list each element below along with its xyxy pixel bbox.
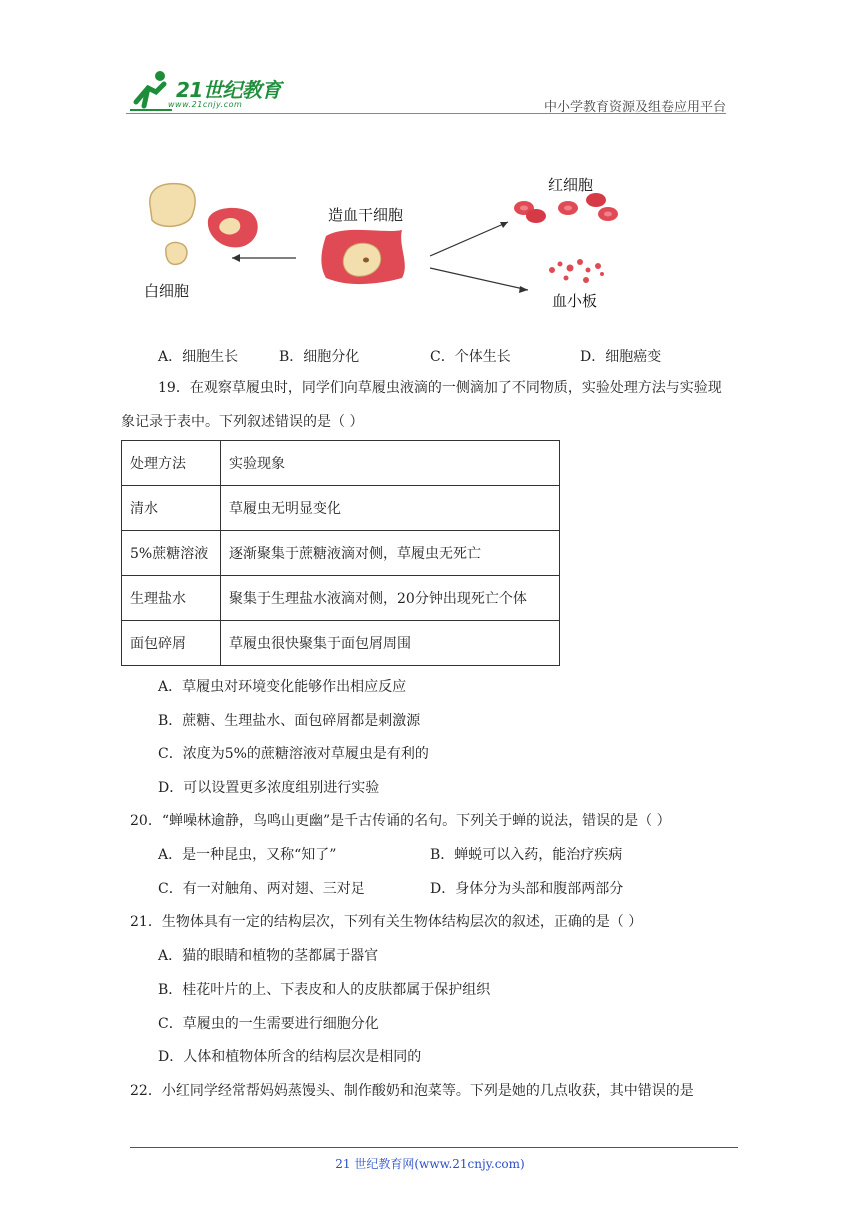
- q19-stem-line1: 19．在观察草履虫时，同学们向草履虫液滴的一侧滴加了不同物质，实验处理方法与实验现: [158, 380, 722, 396]
- header-slogan: 中小学教育资源及组卷应用平台: [543, 100, 726, 115]
- q21-option-a[interactable]: A．猫的眼睛和植物的茎都属于器官: [158, 948, 379, 964]
- q22-stem: 22．小红同学经常帮妈妈蒸馒头、制作酸奶和泡菜等。下列是她的几点收获，其中错误的是: [130, 1083, 694, 1099]
- arrow-to-platelet: [430, 268, 528, 290]
- q20-option-a[interactable]: A．是一种昆虫，又称“知了”: [158, 847, 337, 863]
- q18-option-d[interactable]: D．细胞癌变: [580, 349, 662, 365]
- label-white-blood-cell: 白细胞: [144, 282, 190, 300]
- q18-option-b[interactable]: B．细胞分化: [279, 349, 360, 365]
- q20-stem: 20．“蝉噪林逾静，鸟鸣山更幽”是千古传诵的名句。下列关于蝉的说法，错误的是（ ）: [130, 813, 671, 829]
- white-cell-small: [166, 242, 187, 264]
- header-divider: [126, 113, 726, 114]
- stem-cell-nucleus: [363, 258, 369, 263]
- q21-option-d[interactable]: D．人体和植物体所含的结构层次是相同的: [158, 1049, 422, 1065]
- table-cell: 草履虫很快聚集于面包屑周围: [221, 621, 560, 666]
- arrow-to-rbc: [430, 222, 508, 256]
- table-cell: 逐渐聚集于蔗糖液滴对侧，草履虫无死亡: [221, 531, 560, 576]
- table-cell: 聚集于生理盐水液滴对侧，20分钟出现死亡个体: [221, 576, 560, 621]
- white-cell-large: [150, 184, 195, 227]
- table-cell: 清水: [122, 486, 221, 531]
- stem-cell: [343, 243, 380, 276]
- footer-divider: [130, 1147, 738, 1148]
- label-platelet: 血小板: [552, 292, 598, 310]
- q20-option-d[interactable]: D．身体分为头部和腹部两部分: [430, 881, 624, 897]
- red-cell: [586, 193, 606, 207]
- q21-option-c[interactable]: C．草履虫的一生需要进行细胞分化: [158, 1016, 379, 1032]
- site-logo: [126, 66, 296, 116]
- experiment-table: [121, 440, 560, 666]
- label-stem-cell: 造血干细胞: [328, 206, 404, 224]
- q18-option-c[interactable]: C．个体生长: [430, 349, 511, 365]
- table-cell: 面包碎屑: [122, 621, 221, 666]
- table-header-row: [122, 441, 560, 486]
- table-row: [122, 576, 560, 621]
- arrow-left-head: [232, 254, 240, 262]
- q19-option-c[interactable]: C．浓度为5%的蔗糖溶液对草履虫是有利的: [158, 746, 429, 762]
- platelets: [549, 259, 604, 283]
- table-row: [122, 531, 560, 576]
- table-cell: 草履虫无明显变化: [221, 486, 560, 531]
- logo-text: 21世纪教育: [176, 78, 281, 102]
- stem-cell-figure: [140, 160, 660, 320]
- q19-stem-line2: 象记录于表中。下列叙述错误的是（ ）: [121, 414, 364, 430]
- table-cell: 5%蔗糖溶液: [122, 531, 221, 576]
- q20-option-c[interactable]: C．有一对触角、两对翅、三对足: [158, 881, 365, 897]
- q20-option-b[interactable]: B．蝉蜕可以入药，能治疗疾病: [430, 847, 623, 863]
- table-row: [122, 621, 560, 666]
- q19-option-d[interactable]: D．可以设置更多浓度组别进行实验: [158, 780, 380, 796]
- page-header: [126, 66, 726, 118]
- table-cell: 生理盐水: [122, 576, 221, 621]
- table-row: [122, 486, 560, 531]
- table-header-cell: 处理方法: [122, 441, 221, 486]
- footer-link[interactable]: 21 世纪教育网(www.21cnjy.com): [335, 1157, 525, 1171]
- arrow-to-platelet-head: [519, 286, 528, 293]
- q18-option-a[interactable]: A．细胞生长: [158, 349, 239, 365]
- q21-option-b[interactable]: B．桂花叶片的上、下表皮和人的皮肤都属于保护组织: [158, 982, 491, 998]
- red-cell: [526, 209, 546, 223]
- q19-option-b[interactable]: B．蔗糖、生理盐水、面包碎屑都是刺激源: [158, 713, 421, 729]
- q19-option-a[interactable]: A．草履虫对环境变化能够作出相应反应: [158, 679, 407, 695]
- label-red-blood-cell: 红细胞: [548, 176, 594, 194]
- q21-stem: 21．生物体具有一定的结构层次，下列有关生物体结构层次的叙述，正确的是（ ）: [130, 914, 643, 930]
- table-header-cell: 实验现象: [221, 441, 560, 486]
- logo-url: www.21cnjy.com: [168, 100, 243, 109]
